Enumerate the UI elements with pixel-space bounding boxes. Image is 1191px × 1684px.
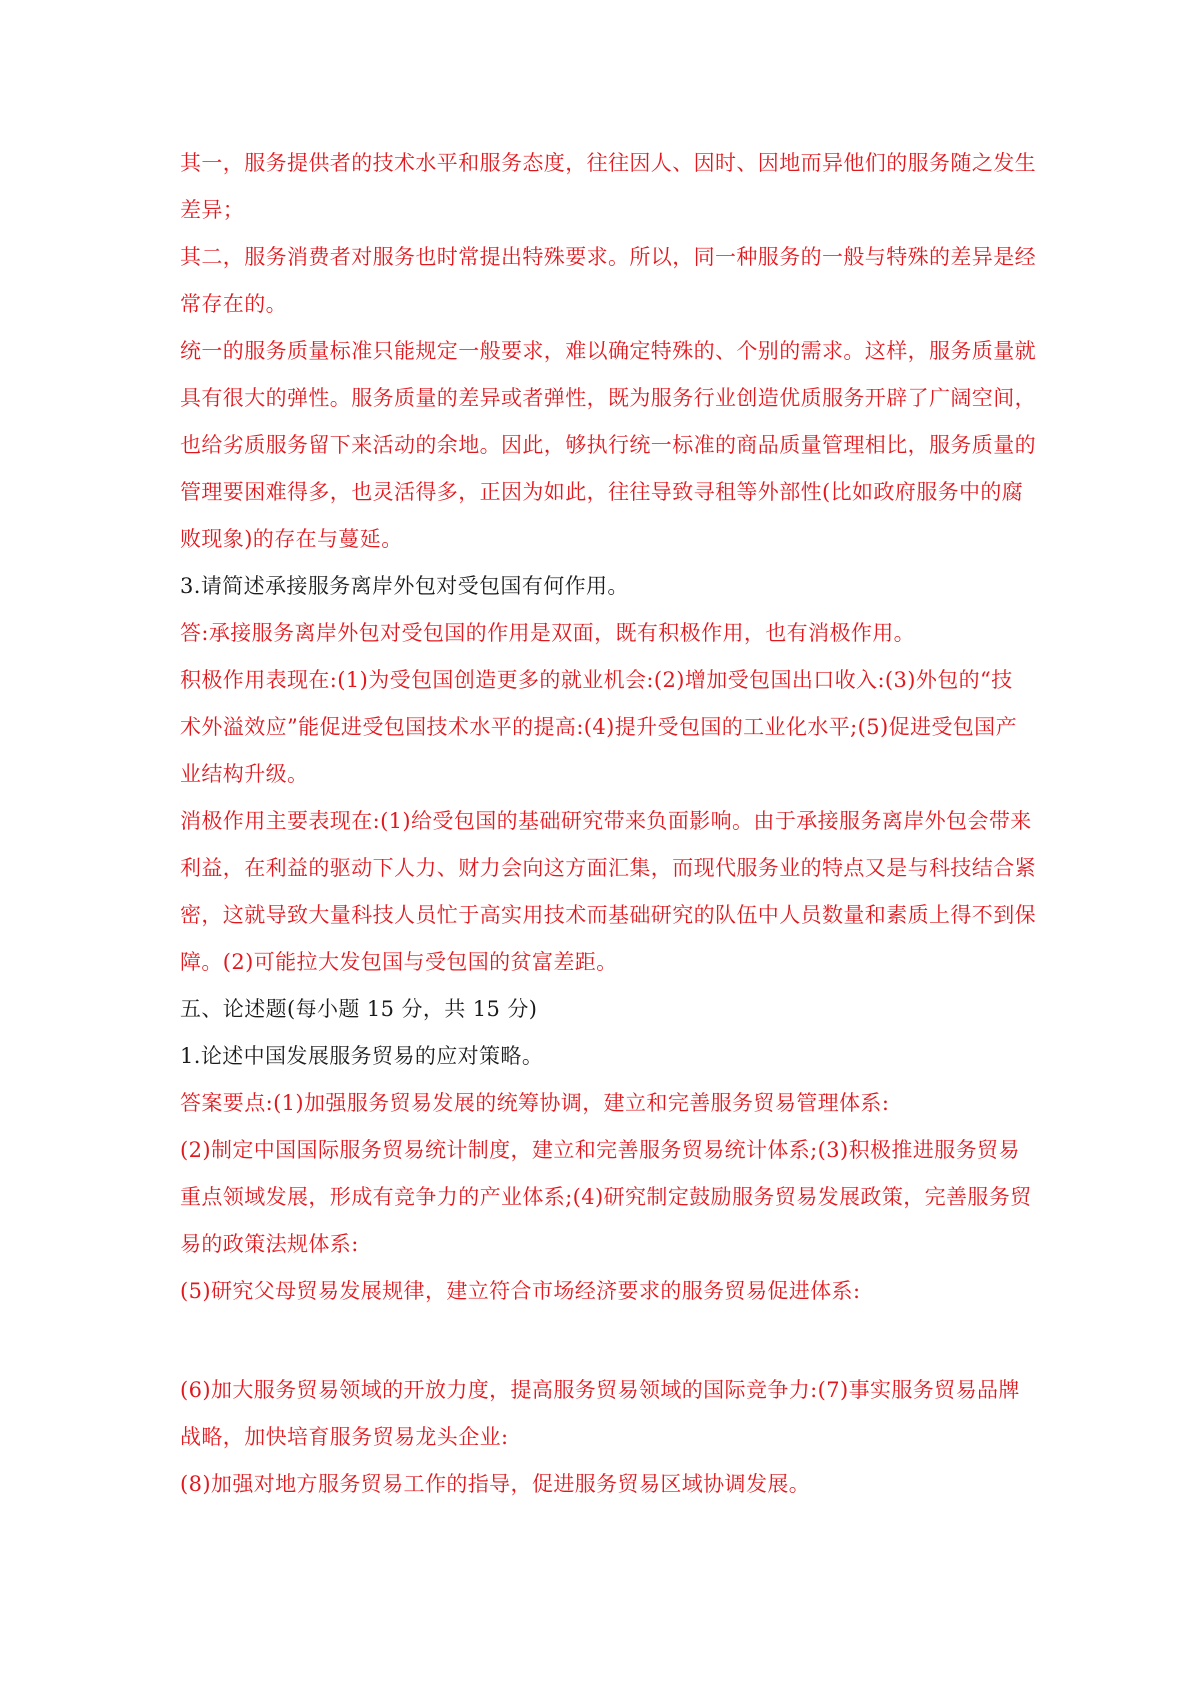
answer-line: (6)加大服务贸易领域的开放力度，提高服务贸易领域的国际竞争力:(7)事实服务贸易品牌 bbox=[180, 1378, 1020, 1402]
answer-line: 利益，在利益的驱动下人力、财力会向这方面汇集，而现代服务业的特点又是与科技结合紧 bbox=[180, 856, 1036, 880]
answer-line: 积极作用表现在:(1)为受包国创造更多的就业机会:(2)增加受包国出口收入:(3)外包的“技 bbox=[180, 668, 1013, 692]
answer-line: 答:承接服务离岸外包对受包国的作用是双面，既有积极作用，也有消极作用。 bbox=[180, 621, 916, 645]
answer-line: 战略，加快培育服务贸易龙头企业: bbox=[180, 1425, 509, 1449]
paragraph-line: 统一的服务质量标准只能规定一般要求，难以确定特殊的、个别的需求。这样，服务质量就 bbox=[180, 339, 1036, 363]
paragraph-line: 其二，服务消费者对服务也时常提出特殊要求。所以，同一种服务的一般与特殊的差异是经 bbox=[180, 245, 1036, 269]
answer-line: 障。(2)可能拉大发包国与受包国的贫富差距。 bbox=[180, 950, 618, 974]
paragraph-line: 具有很大的弹性。服务质量的差异或者弹性，既为服务行业创造优质服务开辟了广阔空间， bbox=[180, 386, 1036, 410]
answer-line: (5)研究父母贸易发展规律，建立符合市场经济要求的服务贸易促进体系: bbox=[180, 1279, 861, 1303]
answer-line: (2)制定中国国际服务贸易统计制度，建立和完善服务贸易统计体系;(3)积极推进服务贸易 bbox=[180, 1138, 1020, 1162]
answer-line: 易的政策法规体系: bbox=[180, 1232, 359, 1256]
paragraph-line: 败现象)的存在与蔓延。 bbox=[180, 527, 403, 551]
paragraph-line: 常存在的。 bbox=[180, 292, 287, 316]
paragraph-line: 管理要困难得多，也灵活得多，正因为如此，往往导致寻租等外部性(比如政府服务中的腐 bbox=[180, 480, 1024, 504]
question-heading: 3.请简述承接服务离岸外包对受包国有何作用。 bbox=[180, 574, 629, 598]
answer-line: (8)加强对地方服务贸易工作的指导，促进服务贸易区域协调发展。 bbox=[180, 1472, 811, 1496]
section-heading: 五、论述题(每小题 15 分，共 15 分) bbox=[180, 997, 538, 1021]
paragraph-line: 其一，服务提供者的技术水平和服务态度，往往因人、因时、因地而异他们的服务随之发生 bbox=[180, 151, 1036, 175]
question-heading: 1.论述中国发展服务贸易的应对策略。 bbox=[180, 1044, 544, 1068]
answer-line: 密，这就导致大量科技人员忙于高实用技术而基础研究的队伍中人员数量和素质上得不到保 bbox=[180, 903, 1036, 927]
answer-line: 消极作用主要表现在:(1)给受包国的基础研究带来负面影响。由于承接服务离岸外包会带来 bbox=[180, 809, 1032, 833]
paragraph-line: 也给劣质服务留下来活动的余地。因此，够执行统一标准的商品质量管理相比，服务质量的 bbox=[180, 433, 1036, 457]
answer-line: 答案要点:(1)加强服务贸易发展的统筹协调，建立和完善服务贸易管理体系: bbox=[180, 1091, 890, 1115]
answer-line: 术外溢效应”能促进受包国技术水平的提高:(4)提升受包国的工业化水平;(5)促进受包国产 bbox=[180, 715, 1017, 739]
answer-line: 重点领域发展，形成有竞争力的产业体系;(4)研究制定鼓励服务贸易发展政策，完善服务贸 bbox=[180, 1185, 1032, 1209]
answer-line: 业结构升级。 bbox=[180, 762, 309, 786]
paragraph-line: 差异； bbox=[180, 198, 245, 222]
